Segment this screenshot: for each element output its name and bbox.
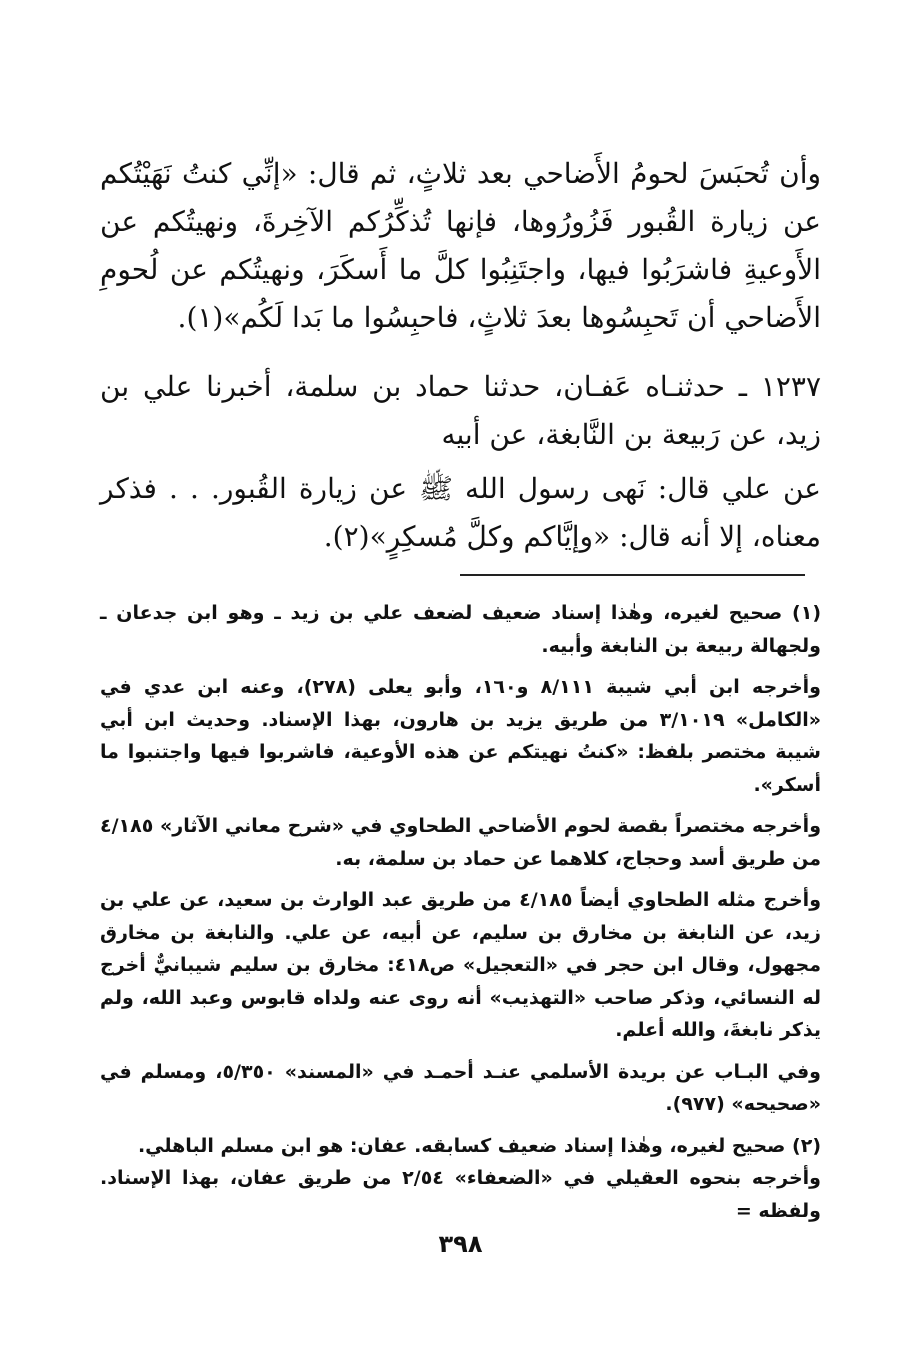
main-text-block-2 <box>100 363 821 459</box>
main-text-block-3 <box>100 465 821 561</box>
footnote-2-takhrij: وأخرجه بنحوه العقيلي في «الضعفاء» ٢/٥٤ من طريق عفان، بهذا الإسناد. ولفظه = <box>100 1167 821 1222</box>
footnote-2: (٢) صحيح لغيره، وهٰذا إسناد ضعيف كسابقه. عفان: هو ابن مسلم الباهلي. <box>137 1134 821 1157</box>
footnote-1-bab: وفي البـاب عن بريدة الأسلمي عنـد أحمـد في «المسند» ٥/٣٥٠، ومسلم في «صحيحه» (٩٧٧). <box>100 1060 821 1115</box>
hadith-matn-paragraph: عن علي قال: نَهى رسول الله ﷺ عن زيارة القُبور. . . فذكر معناه، إلا أنه قال: «وإيَّاكم وكلَّ مُسكِرٍ»(٢). <box>100 472 821 553</box>
footnotes-section <box>100 597 821 1236</box>
hadith-isnad-paragraph: ١٢٣٧ ـ حدثنـاه عَفـان، حدثنا حماد بن سلمة، أخبرنا علي بن زيد، عن رَبيعة بن النَّابغة، عن أبيه <box>100 370 821 451</box>
page-number: ٣٩٨ <box>438 1230 483 1258</box>
hadith-text-paragraph: وأن تُحبَسَ لحومُ الأَضاحي بعد ثلاثٍ، ثم قال: «إنِّي كنتُ نَهَيْتُكم عن زيارة القُبور فَزُورُوها، فإنها تُذكِّرُكم الآخِرةَ، ونهيتُكم عن الأَوعيةِ فاشرَبُوا فيها، واجتَنِبُوا كلَّ ما أَسكَرَ، ونهيتُكم عن لُحومِ الأَضاحي أن تَحبِسُوها بعدَ ثلاثٍ، فاحبِسُوا ما بَدا لَكُم»(١). <box>100 157 821 334</box>
footnote-1-tahawi: وأخرجه مختصراً بقصة لحوم الأضاحي الطحاوي في «شرح معاني الآثار» ٤/١٨٥ من طريق أسد وحجاج، كلاهما عن حماد بن سلمة، به. <box>100 815 821 870</box>
footnote-1-takhrij: وأخرجه ابن أبي شيبة ٨/١١١ و١٦٠، وأبو يعلى (٢٧٨)، وعنه ابن عدي في «الكامل» ٣/١٠١٩ من طريق يزيد بن هارون، بهذا الإسناد. وحديث ابن أبي شيبة مختصر بلفظ: «كنتُ نهيتكم عن هذه الأوعية، فاشربوا فيها واجتنبوا ما أسكر». <box>100 676 822 796</box>
main-text-block-1 <box>100 150 821 342</box>
footnote-separator <box>460 574 805 576</box>
footnote-1-tahawi-2: وأخرج مثله الطحاوي أيضاً ٤/١٨٥ من طريق عبد الوارث بن سعيد، عن علي بن زيد، عن النابغة بن مخارق بن سليم، عن أبيه، عن علي. والنابغة بن مخارق مجهول، وقال ابن حجر في «التعجيل» ص٤١٨: مخارق بن سليم شيبانيٌّ أخرج له النسائي، وذكر صاحب «التهذيب» أنه روى عنه ولداه قابوس وعبد الله، ولم يذكر نابغةَ، والله أعلم. <box>100 889 822 1041</box>
footnote-1: (١) صحيح لغيره، وهٰذا إسناد ضعيف لضعف علي بن زيد ـ وهو ابن جدعان ـ ولجهالة ربيعة بن النابغة وأبيه. <box>100 602 821 657</box>
